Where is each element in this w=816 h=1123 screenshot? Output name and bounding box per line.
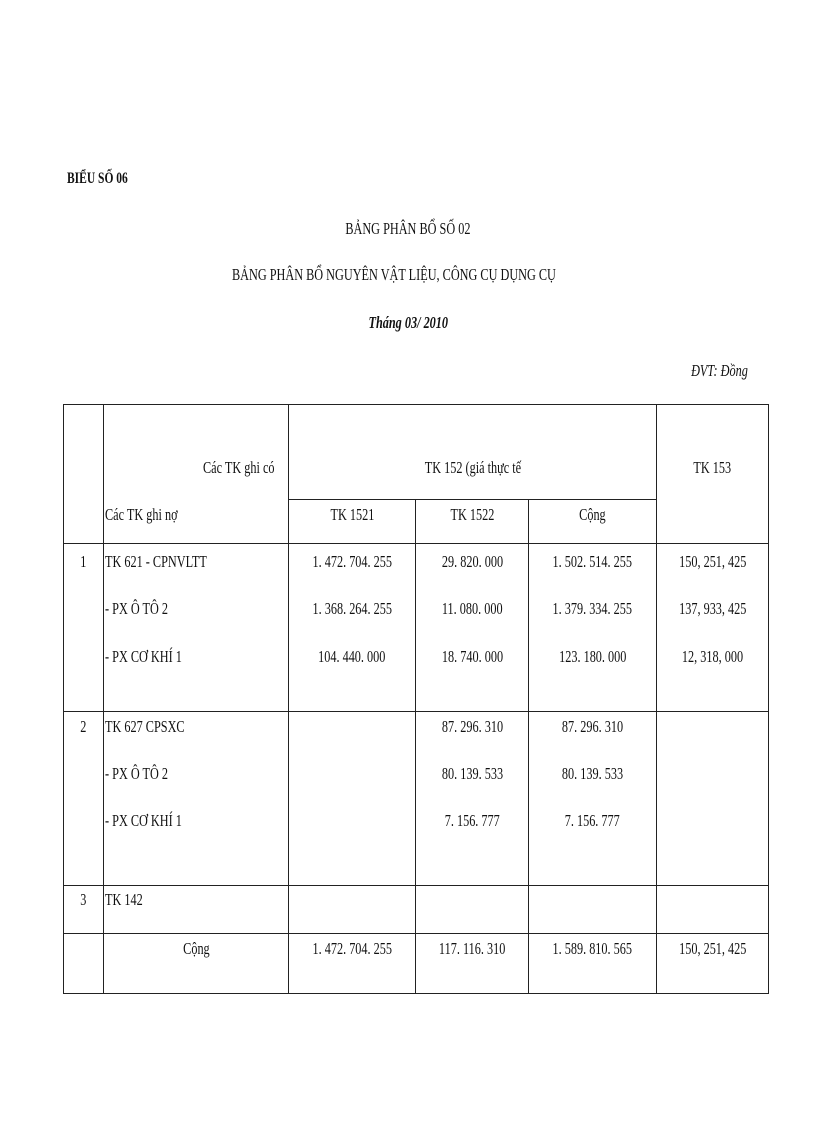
table-border-top	[63, 404, 769, 405]
value-total: 80. 139. 533	[561, 764, 624, 783]
row-sep-header	[63, 543, 769, 544]
row-sep-group2	[63, 885, 769, 886]
value-1522: 7. 156. 777	[444, 811, 500, 830]
value-total: 7. 156. 777	[564, 811, 621, 830]
grand-total-1521: 1. 472. 704. 255	[312, 939, 392, 958]
value-1521: 104. 440. 000	[318, 647, 386, 666]
col-header-total: Cộng	[579, 505, 606, 524]
value-1522: 29. 820. 000	[441, 552, 503, 571]
col-sep-total	[656, 404, 657, 994]
col-sep-label	[288, 404, 289, 994]
credit-accounts-label: Các TK ghi có	[203, 458, 275, 477]
form-number: BIỂU SỐ 06	[67, 170, 128, 187]
value-1522: 18. 740. 000	[441, 647, 503, 666]
value-1522: 80. 139. 533	[441, 764, 503, 783]
value-1521: 1. 368. 264. 255	[312, 599, 392, 618]
table-border-right	[768, 404, 769, 994]
value-153: 12, 318, 000	[681, 647, 744, 666]
grand-total-153: 150, 251, 425	[678, 939, 747, 958]
grand-total-label: Cộng	[182, 939, 210, 958]
row-label: TK 627 CPSXC	[105, 717, 185, 736]
currency-unit: ĐVT: Đồng	[691, 361, 748, 380]
row-label: - PX CƠ KHÍ 1	[105, 811, 182, 830]
value-153: 150, 251, 425	[678, 552, 747, 571]
row-sep-group1	[63, 711, 769, 712]
value-153: 137, 933, 425	[678, 599, 747, 618]
group-number: 1	[79, 552, 87, 571]
tk152-header: TK 152 (giá thực tế	[424, 458, 521, 477]
value-total: 87. 296. 310	[561, 717, 624, 736]
row-label: - PX Ô TÔ 2	[105, 764, 169, 783]
group-number: 2	[79, 717, 87, 736]
row-label: - PX Ô TÔ 2	[105, 599, 169, 618]
value-total: 123. 180. 000	[558, 647, 627, 666]
title-primary: BẢNG PHÂN BỔ SỐ 02	[345, 219, 471, 238]
value-1522: 87. 296. 310	[441, 717, 503, 736]
col-sep-1522	[528, 499, 529, 994]
row-label: TK 142	[105, 890, 143, 909]
grand-total-1522: 117. 116. 310	[438, 939, 506, 958]
table-border-bottom	[63, 993, 769, 994]
row-sep-group3	[63, 933, 769, 934]
value-total: 1. 379. 334. 255	[552, 599, 633, 618]
value-1522: 11. 080. 000	[441, 599, 503, 618]
col-header-1522: TK 1522	[450, 505, 494, 524]
row-sep-tk152-sub	[288, 499, 657, 500]
title-secondary: BẢNG PHÂN BỔ NGUYÊN VẬT LIỆU, CÔNG CỤ DỤNG CỤ	[232, 265, 556, 284]
value-total: 1. 502. 514. 255	[552, 552, 633, 571]
col-sep-1521	[415, 499, 416, 994]
allocation-table	[63, 404, 769, 994]
report-period: Tháng 03/ 2010	[368, 313, 448, 332]
value-1521: 1. 472. 704. 255	[312, 552, 392, 571]
debit-accounts-label: Các TK ghi nợ	[105, 505, 178, 524]
col-sep-no	[103, 404, 104, 994]
group-number: 3	[79, 890, 87, 909]
row-label: TK 621 - CPNVLTT	[105, 552, 207, 571]
grand-total-total: 1. 589. 810. 565	[552, 939, 633, 958]
row-label: - PX CƠ KHÍ 1	[105, 647, 182, 666]
col-header-1521: TK 1521	[330, 505, 374, 524]
tk153-header: TK 153	[693, 458, 732, 477]
